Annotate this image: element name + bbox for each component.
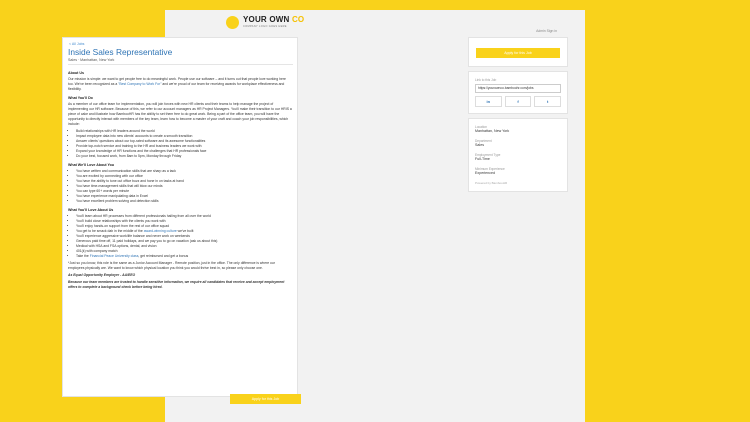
list-item: • Medical with HSA and FSA options, dental, and vision (76, 244, 292, 249)
culture-link[interactable]: award-winning culture (143, 229, 177, 233)
list-item: • Do your best, focused work, from 8am to 5pm, Monday through Friday (76, 154, 292, 159)
share-buttons (475, 96, 561, 107)
linkedin-icon[interactable]: in (475, 96, 502, 107)
apply-card (468, 37, 568, 67)
list-item: • You have excellent problem solving and detection skills (76, 199, 292, 204)
eeo-statement: As Equal Opportunity Employer - AA/EEO (68, 273, 136, 277)
powered-by: Powered by BambooHR (475, 181, 508, 185)
experience-label: Minimum Experience (475, 167, 505, 171)
job-link-field[interactable]: https://yourownco.bamboohr.com/jobs (475, 84, 561, 93)
job-info-card (468, 118, 568, 192)
love-about-us-heading: What You'll Love About Us (68, 208, 114, 212)
location-note: *Just so you know, this role is the same as a Junior Account Manager - Remote position, just in the office. The only difference is where our employees physically are. We want to know which physical location you think you would thrive best in, so please only choose one. (68, 261, 275, 270)
department-value: Sales (475, 143, 484, 147)
responsibilities-list (68, 129, 292, 159)
qualifications-list (68, 169, 292, 204)
apply-button-bottom[interactable]: Apply for this Job (230, 394, 301, 404)
list-item: • You get to be smack dab in the middle of the award-winning culture we've built (76, 229, 292, 234)
list-item: • You have time-management skills that will blow our minds (76, 184, 292, 189)
job-title: Inside Sales Representative (68, 47, 173, 57)
admin-sign-in-link[interactable]: Admin Sign in (536, 29, 557, 33)
list-item: • Expand your knowledge of HR functions and the challenges that HR professionals face (76, 149, 292, 154)
twitter-icon[interactable]: t (534, 96, 561, 107)
list-item: • You'll build close relationships with the clients you work with (76, 219, 292, 224)
job-posting-panel (62, 37, 298, 397)
company-logo-icon (226, 16, 239, 29)
best-company-link[interactable]: "Best Company to Work For" (118, 82, 162, 86)
about-heading: About Us (68, 71, 84, 75)
job-description (68, 67, 292, 292)
site-header (165, 10, 585, 36)
list-item: • You have written and communication skills that are sharp as a tack (76, 169, 292, 174)
list-item: • 401(k) with company match (76, 249, 292, 254)
experience-value: Experienced (475, 171, 495, 175)
financial-peace-link[interactable]: Financial Peace University class (89, 254, 139, 258)
what-youll-do-heading: What You'll Do (68, 96, 93, 100)
benefits-list (68, 214, 292, 259)
list-item: • You have the ability to tune out office buzz and hone in on tasks at hand (76, 179, 292, 184)
list-item: • You'll enjoy hands-on support from the rest of our office squad (76, 224, 292, 229)
about-paragraph: Our mission is simple: we want to get people free to do meaningful work. People use our software – and it turns out that people love working here too. We've been recognized as a "Best Company to Work For" and we're proud of our team for receiving awards for workplace effectiveness and flexibility. (68, 77, 286, 91)
location-label: Location (475, 125, 488, 129)
divider (68, 64, 293, 65)
list-item: • You have experience manipulating data in Excel (76, 194, 292, 199)
list-item: • You are excited by connecting with our office (76, 174, 292, 179)
list-item: • Take the Financial Peace University class, get reimbursed and get a bonus (76, 254, 292, 259)
love-about-you-heading: What We'll Love About You (68, 163, 115, 167)
company-name: YOUR OWN CO (243, 15, 305, 24)
location-value: Manhattan, New York (475, 129, 510, 133)
list-item: • Build relationships with HR leaders around the world (76, 129, 292, 134)
list-item: • Generous paid time off, 11 paid holidays, and we pay you to go on vacation (ask us about this) (76, 239, 292, 244)
facebook-icon[interactable]: f (505, 96, 532, 107)
job-sidebar (468, 37, 568, 196)
job-subtitle: Sales · Manhattan, New York (68, 58, 115, 62)
employment-type-value: Full-Time (475, 157, 490, 161)
share-card (468, 71, 568, 114)
list-item: • Impact employee data into new clients' accounts to create a smooth transition (76, 134, 292, 139)
list-item: • You'll learn about HR processes from different professionals hailing from all over the world (76, 214, 292, 219)
what-youll-do-paragraph: As a member of our office team for implementation, you will join forces with new HR clients and their teams to help manage the project of implementing our HR software. Because of this, we refer to our account managers as HR Project Managers. You'll make their transition to our HRIS a piece of cake and illustrate how BambooHR has the ability to set them free to do great work. Being a part of the office team, you will have the opportunity to directly interact with members of the key team, learn how to become a master of your craft and coach your job responsibilities, which include: (68, 102, 292, 126)
all-jobs-link[interactable]: < All Jobs (69, 42, 85, 46)
list-item: • Answer clients' questions about our top-rated software and its awesome functionalities (76, 139, 292, 144)
background-check-statement: Because our team members are trusted to handle sensitive information, we require all candidates that receive and accept employment offers to complete a background check before being hired. (68, 280, 285, 289)
list-item: • You'll experience aggressive work/life balance and never work on weekends (76, 234, 292, 239)
list-item: • Provide top-notch service and training to the HR and business leaders we work with (76, 144, 292, 149)
list-item: • You can type 60+ words per minute (76, 189, 292, 194)
employment-type-label: Employment Type (475, 153, 501, 157)
company-tagline: COMPANY LOGO GOES HERE (243, 25, 287, 28)
department-label: Department (475, 139, 492, 143)
apply-button[interactable]: Apply for this Job (476, 48, 560, 58)
link-label: Link to this Job (475, 78, 497, 82)
